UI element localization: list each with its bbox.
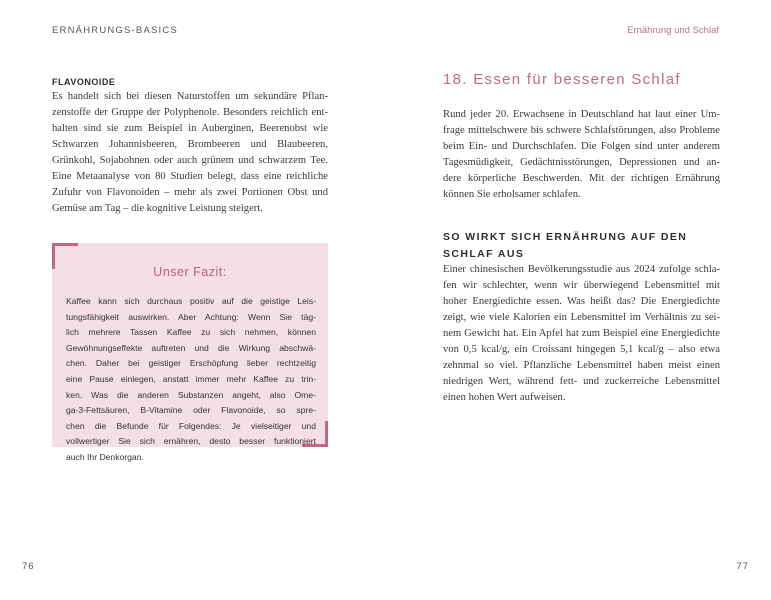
- text-line: eine Pause einlegen, anstatt immer mehr Kaffee zu trin-: [66, 373, 316, 384]
- text-line: einen hohen Wert aufweisen.: [443, 392, 566, 403]
- text-line: Gemüse am Tag – die kognitive Leistung steigert.: [52, 203, 263, 214]
- text-line: Zufuhr von Flavonoiden – mehr als zwei Portionen Obst und: [52, 187, 328, 198]
- running-header-right: Ernährung und Schlaf: [627, 25, 719, 36]
- text-line: tungsfähigkeit auswirken. Aber Achtung: Wenn Sie täg-: [66, 311, 316, 322]
- text-line: Kaffee kann sich durchaus positiv auf die geistige Leis-: [66, 296, 316, 306]
- section-kicker: FLAVONOIDE: [52, 77, 116, 87]
- text-line: Rund jeder 20. Erwachsene in Deutschland hat laut einer Um-: [443, 109, 720, 120]
- text-line: frage mittelschwere bis schwere Schlafstörungen, also Probleme: [443, 125, 720, 136]
- page-number-right: 77: [736, 561, 749, 572]
- text-line: Gewöhnungseffekte auftreten und die Wirkung abschwä-: [66, 342, 316, 353]
- text-line: Eine Metaanalyse von 80 Studien belegt, dass eine reichliche: [52, 171, 328, 182]
- summary-box-text: [66, 294, 316, 466]
- text-line: vollwertiger Sie sich ernähren, desto besser funktioniert: [66, 436, 316, 447]
- text-line: können Sie erholsamer schlafen.: [443, 189, 581, 200]
- text-line: Einer chinesischen Bevölkerungsstudie aus 2024 zufolge schla-: [443, 264, 720, 275]
- text-line: ken. Was die anderen Substanzen angeht, also Ome-: [66, 389, 316, 400]
- text-line: von 0,5 kcal/g, ein Croissant hingegen 5,1 kcal/g – also etwa: [443, 344, 720, 355]
- text-line: niedrigen Wert, während fett- und zuckerreiche Lebensmittel: [443, 376, 720, 387]
- text-line: ga-3-Fettsäuren, B-Vitamine oder Flavonoide, so spre-: [66, 405, 316, 416]
- text-line: Schwarzen Johannisbeeren, Brombeeren und Blaubeeren,: [52, 139, 328, 150]
- chapter-heading: 18. Essen für besseren Schlaf: [443, 71, 681, 88]
- intro-paragraph: [443, 107, 720, 203]
- running-header-left: ERNÄHRUNGS-BASICS: [52, 25, 178, 36]
- text-line: fen wir schlechter, wenn wir überwiegend Lebensmittel mit: [443, 280, 720, 291]
- flavonoide-paragraph: [52, 89, 328, 217]
- text-line: chen. Daher bei geistiger Erschöpfung lieber rechtzeitig: [66, 358, 316, 369]
- subheading: [443, 229, 687, 263]
- text-line: SCHLAF AUS: [443, 248, 525, 260]
- text-line: Es handelt sich bei diesen Naturstoffen um sekundäre Pflan-: [52, 91, 328, 102]
- text-line: beim Ein- und Durchschlafen. Die Folgen sind unter anderem: [443, 141, 720, 152]
- text-line: zehnmal so viel. Pflanzliche Lebensmittel haben meist einen: [443, 360, 720, 371]
- text-line: nem Gewicht hat. Ein Apfel hat zum Beispiel eine Energiedichte: [443, 328, 720, 339]
- text-line: auch Ihr Denkorgan.: [66, 451, 144, 462]
- text-line: Tagesmüdigkeit, Gedächtnisstörungen, Depressionen und an-: [443, 157, 720, 168]
- text-line: Grünkohl, Sojabohnen oder auch grünem und schwarzem Tee.: [52, 155, 328, 166]
- body-paragraph: [443, 262, 720, 406]
- text-line: SO WIRKT SICH ERNÄHRUNG AUF DEN: [443, 231, 688, 243]
- text-line: zenstoffe der Gruppe der Polyphenole. Besonders reichlich ent-: [52, 107, 328, 118]
- summary-box-title: Unser Fazit:: [153, 265, 227, 279]
- text-line: dere körperliche Beschwerden. Mit der richtigen Ernährung: [443, 173, 720, 184]
- page-number-left: 76: [22, 561, 35, 572]
- text-line: halten sind sie zum Beispiel in Auberginen, Beerenobst wie: [52, 123, 328, 134]
- text-line: zeigt, wie viele Kalorien ein Lebensmittel im Verhältnis zu sei-: [443, 312, 720, 323]
- text-line: lich mehrere Tassen Kaffee zu sich nehmen, können: [66, 327, 316, 338]
- text-line: hoher Energiedichte essen. Was heißt das? Die Energiedichte: [443, 296, 720, 307]
- text-line: chen die Befunde für Folgendes: Je vielseitiger und: [66, 420, 316, 431]
